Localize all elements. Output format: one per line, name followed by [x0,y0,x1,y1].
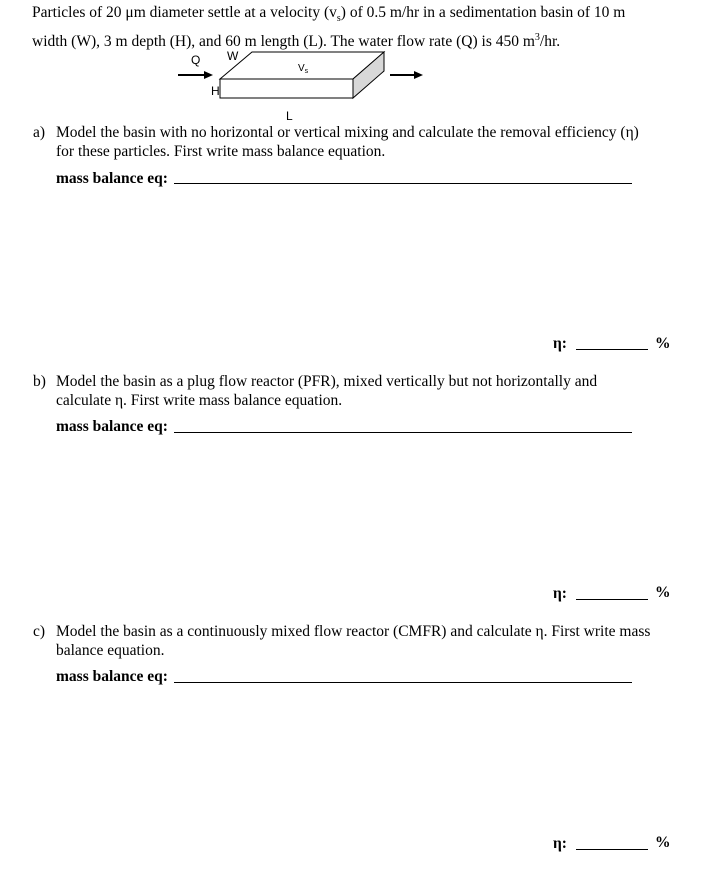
label-vs-main: V [298,63,305,74]
part-c-mass-balance-line[interactable] [174,682,632,683]
label-w: W [227,49,239,63]
part-a-mass-balance-label: mass balance eq: [56,170,168,187]
part-a-mass-balance-line[interactable] [174,183,632,184]
part-b-percent-unit: % [655,584,671,601]
basin-diagram-svg [170,44,440,124]
part-b-text: Model the basin as a plug flow reactor (PFR), mixed vertically but not horizontally and calculate η. First write mass balance equation. [56,373,598,409]
part-c-mass-balance-label: mass balance eq: [56,668,168,685]
part-c-text: Model the basin as a continuously mixed flow reactor (CMFR) and calculate η. First write mass balance equation. [56,623,651,659]
outflow-arrow-icon [390,71,423,79]
part-b-mass-balance-line[interactable] [174,432,632,433]
intro-line2-sup: 3 [534,32,540,44]
basin-diagram [170,44,440,124]
part-c-percent-unit: % [655,834,671,851]
intro-line1-pre: Particles of 20 μm diameter settle at a velocity (v [32,4,337,21]
basin-front-face [220,79,353,98]
part-a-letter: a) [33,124,46,141]
intro-line2-post: /hr. [539,33,561,51]
intro-line2-pre: width (W), 3 m depth (H), and 60 m length (L). The water flow rate (Q) is 450 m [32,33,535,51]
label-vs-sub: s [304,68,309,75]
intro-line1-post: ) of 0.5 m/hr in a sedimentation basin of 10 m [340,4,626,21]
part-a-text: Model the basin with no horizontal or vertical mixing and calculate the removal efficiency (η) for these particles. First write mass balance equation. [56,124,639,160]
part-a-percent-unit: % [655,335,671,352]
part-b-mass-balance-label: mass balance eq: [56,418,168,435]
part-b-eta-label: η: [553,585,567,602]
inflow-arrow-icon [178,71,213,79]
part-c-eta-answer-line[interactable] [576,849,648,850]
label-q: Q [191,53,201,67]
part-b-eta-answer-line[interactable] [576,599,648,600]
intro-line1-sub: s [336,13,341,25]
label-h: H [211,84,220,98]
part-c-eta-label: η: [553,835,567,852]
part-b-letter: b) [33,373,46,390]
part-a-eta-answer-line[interactable] [576,349,648,350]
part-c-letter: c) [33,623,46,640]
label-l: L [286,109,293,123]
part-a-eta-label: η: [553,335,567,352]
